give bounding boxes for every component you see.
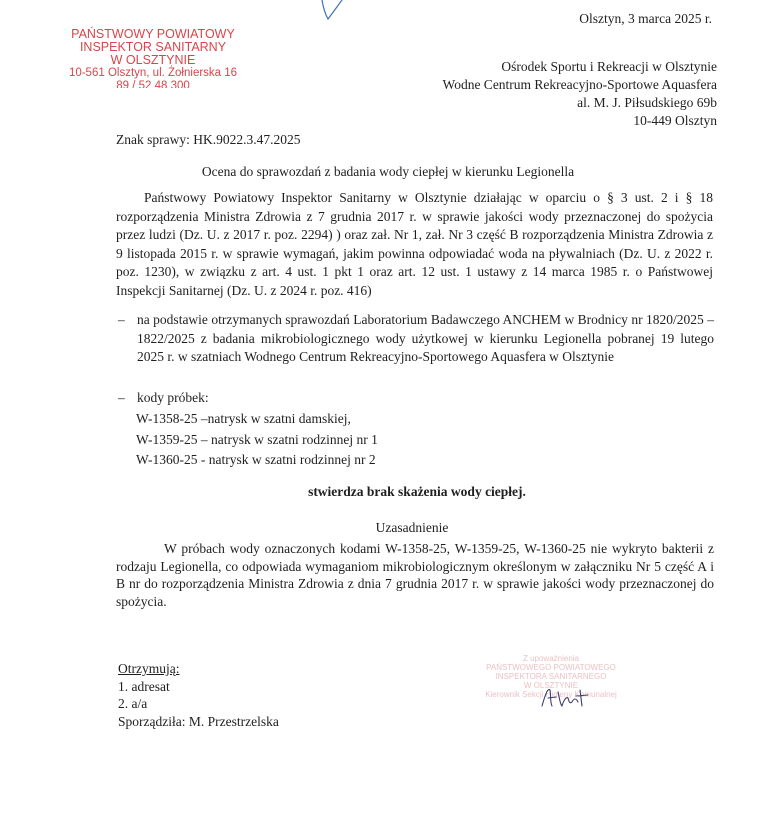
document-date: Olsztyn, 3 marca 2025 r. xyxy=(579,11,712,26)
distribution-item: 1. adresat xyxy=(118,678,170,694)
case-number: Znak sprawy: HK.9022.3.47.2025 xyxy=(116,132,301,147)
distribution-heading: Otrzymują: xyxy=(118,661,180,676)
handwritten-signature xyxy=(536,684,596,710)
sample-codes-list xyxy=(136,409,378,471)
conclusion: stwierdza brak skażenia wody ciepłej. xyxy=(308,484,526,499)
sample-code: W-1360-25 - natrysk w szatni rodzinnej nr 2 xyxy=(136,452,376,467)
stamp-phone: 89 / 52 48 300 xyxy=(116,80,190,88)
dash-marker: – xyxy=(118,390,125,405)
sample-code: W-1359-25 – natrysk w szatni rodzinnej nr 1 xyxy=(136,431,378,447)
official-stamp-line-4: W OLSZTYNIE xyxy=(523,681,579,690)
sample-code: W-1358-25 –natrysk w szatni damskiej, xyxy=(136,411,351,426)
intro-paragraph xyxy=(116,189,713,300)
recipient-line-1: Ośrodek Sportu i Rekreacji w Olsztynie xyxy=(501,59,717,74)
list-item xyxy=(118,311,714,367)
distribution-item: 2. a/a xyxy=(118,696,148,711)
prepared-by: Sporządziła: M. Przestrzelska xyxy=(118,713,279,729)
recipient-address xyxy=(443,58,717,130)
stamp-address: 10-561 Olsztyn, ul. Żołnierska 16 xyxy=(68,67,238,79)
justification-text: W próbach wody oznaczonych kodami W-1358-25, W-1359-25, W-1360-25 nie wykryto bakterii z rodzaju Legionella, co odpowiada wymaganiom mikrobiologicznym określonym w załączniku Nr 5 część A i B nr do rozporządzenia Ministra Zdrowia z dnia 7 grudnia 2017 r. w sprawie jakości wody przeznaczonej do spożycia. xyxy=(116,541,714,609)
list-item-text: na podstawie otrzymanych sprawozdań Laboratorium Badawczego ANCHEM w Brodnicy nr 1820/2025 – 1822/2025 z badania mikrobiologicznego wody użytkowej w kierunku Legionella pobranej 19 lutego 2025 r. w szatniach Wodnego Centrum Rekreacyjno-Sportowego Aquasfera w Olsztynie xyxy=(137,312,714,364)
distribution-list xyxy=(118,660,279,730)
dash-marker: – xyxy=(118,312,125,327)
official-stamp-line-1: Z upoważnienia xyxy=(522,654,580,663)
stamp-line-2: INSPEKTOR SANITARNY xyxy=(79,40,227,54)
recipient-line-4: 10-449 Olsztyn xyxy=(633,113,717,128)
stamp-line-3: W OLSZTYNIE xyxy=(110,53,196,67)
stamp-line-1: PAŃSTWOWY POWIATOWY xyxy=(71,27,235,41)
intro-text: Państwowy Powiatowy Inspektor Sanitarny w Olsztynie działając w oparciu o § 3 ust. 2 i § 18 rozporządzenia Ministra Zdrowia z 7 grudnia 2017 r. w sprawie jakości wody przeznaczonej do spożycia przez ludzi (Dz. U. z 2017 r. poz. 2294) ) oraz zał. Nr 1, zał. Nr 3 część B rozporządzenia Ministra Zdrowia z 9 listopada 2015 r. w sprawie wymagań, jakim powinna odpowiadać woda na pływalniach (Dz. U. z 2022 r. poz. 1230), w związku z art. 4 ust. 1 pkt 1 oraz art. 12 ust. 1 ustawy z 14 marca 1985 r. o Państwowej Inspekcji Sanitarnej (Dz. U. z 2024 r. poz. 416) xyxy=(116,190,713,298)
justification-paragraph xyxy=(116,540,714,610)
document-title: Ocena do sprawozdań z badania wody ciepłej w kierunku Legionella xyxy=(201,164,575,179)
list-item-text: kody próbek: xyxy=(137,390,209,405)
official-stamp-line-5: Kierownik Sekcji Higieny Komunalnej xyxy=(485,690,617,699)
recipient-line-3: al. M. J. Piłsudskiego 69b xyxy=(577,95,717,110)
list-item xyxy=(118,389,714,408)
pen-stroke-mark xyxy=(318,0,358,22)
institution-stamp xyxy=(58,28,248,88)
official-stamp-line-2: PAŃSTWOWEGO POWIATOWEGO xyxy=(486,663,616,672)
recipient-line-2: Wodne Centrum Rekreacyjno-Sportowe Aquasfera xyxy=(442,77,717,92)
official-stamp-line-3: INSPEKTORA SANITARNEGO xyxy=(495,672,607,681)
justification-heading: Uzasadnienie xyxy=(375,520,449,535)
